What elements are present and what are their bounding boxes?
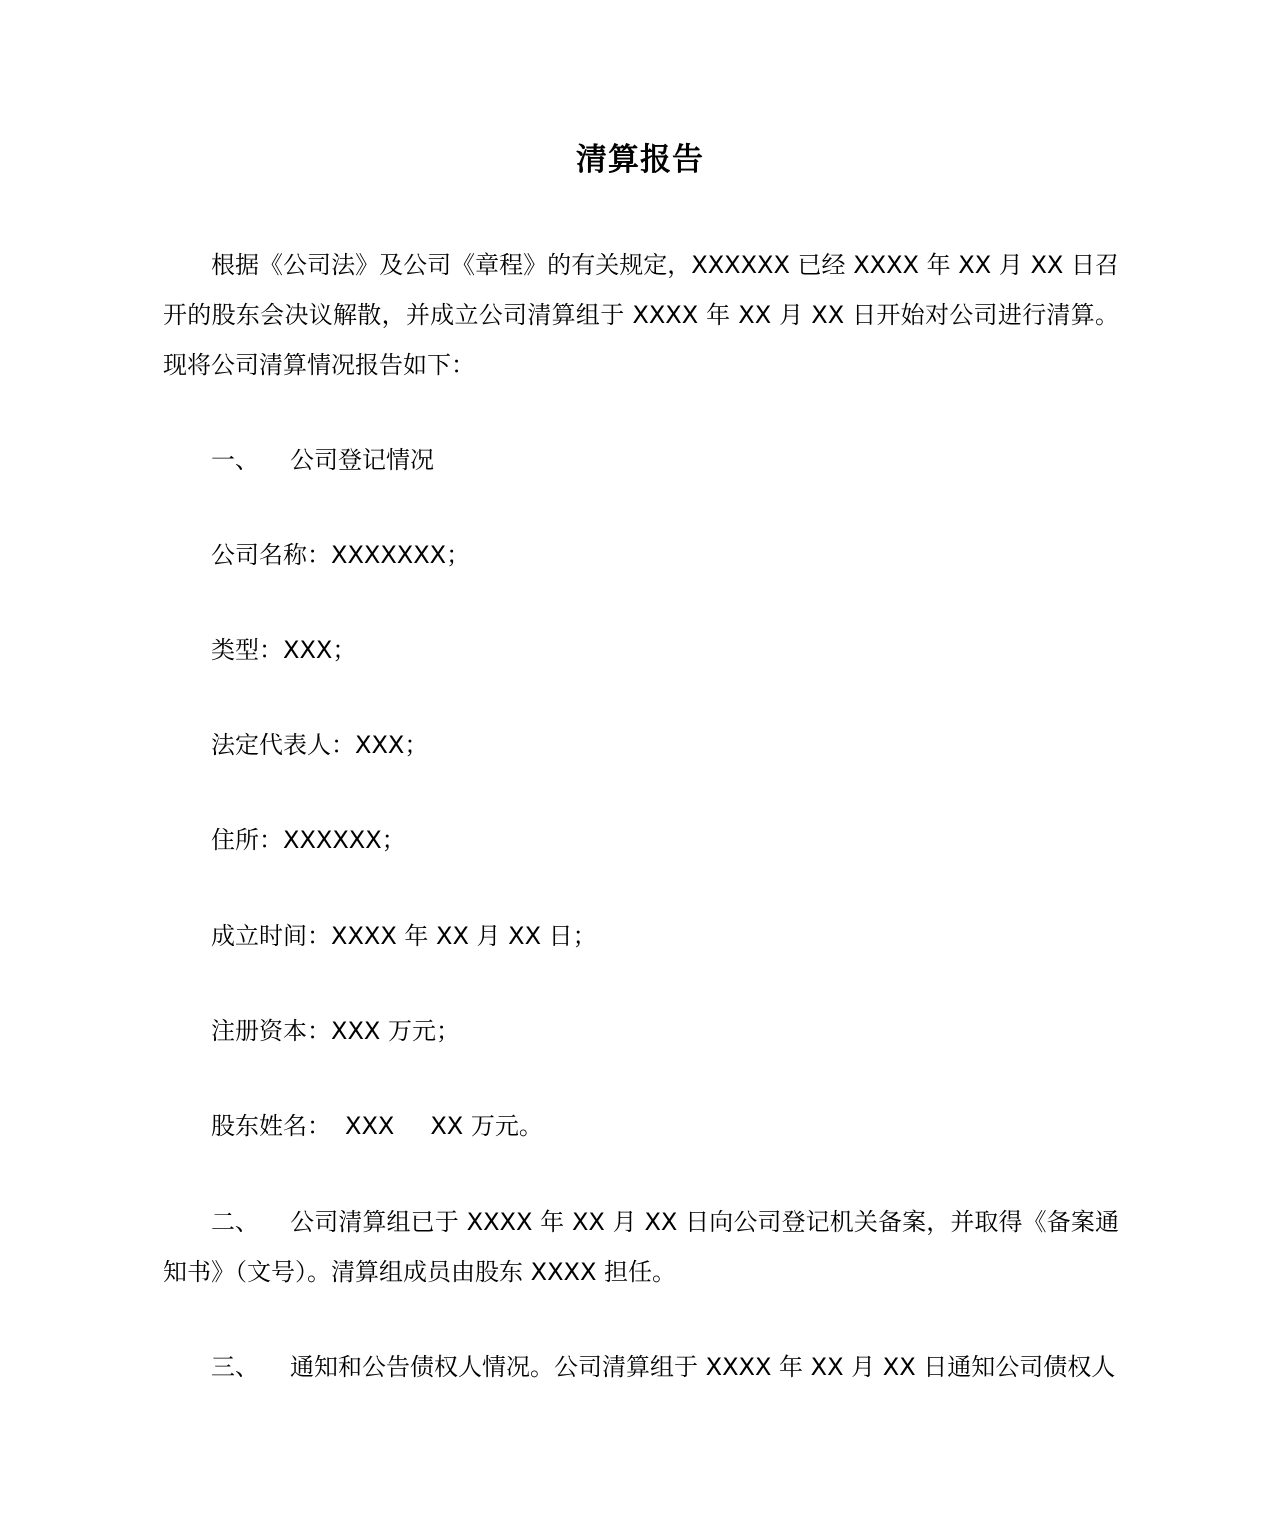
section-3-text: 通知和公告债权人情况。公司清算组于 XXXX 年 XX 月 XX 日通知公司债权人 [290, 1353, 1116, 1381]
field-established: 成立时间：XXXX 年 XX 月 XX 日； [211, 922, 597, 950]
shareholder-name: XXX [345, 1112, 395, 1140]
section-1-heading [211, 440, 434, 480]
field-address: 住所：XXXXXX； [211, 826, 406, 854]
intro-paragraph: 根据《公司法》及公司《章程》的有关规定，XXXXXX 已经 XXXX 年 XX 月 XX 日召开的股东会决议解散，并成立公司清算组于 XXXX 年 XX 月 XX 日开始对公司进行清算。现将公司清算情况报告如下： [163, 251, 1119, 379]
section-1-number: 一、 [211, 446, 259, 474]
field-shareholder [211, 1106, 543, 1146]
field-legal-rep: 法定代表人：XXX； [211, 731, 429, 759]
section-2-text: 公司清算组已于 XXXX 年 XX 月 XX 日向公司登记机关备案，并取得《备案通知书》（文号）。清算组成员由股东 XXXX 担任。 [163, 1208, 1119, 1286]
shareholder-label: 股东姓名： [211, 1112, 331, 1140]
section-2-paragraph [163, 1197, 1119, 1297]
document-title: 清算报告 [576, 142, 704, 178]
field-capital: 注册资本：XXX 万元； [211, 1017, 460, 1045]
shareholder-amount: XX 万元。 [430, 1112, 543, 1140]
section-3-paragraph [163, 1342, 1119, 1392]
field-type: 类型：XXX； [211, 636, 357, 664]
section-3-number: 三、 [211, 1353, 259, 1381]
field-company-name: 公司名称：XXXXXXX； [211, 541, 471, 569]
section-2-number: 二、 [211, 1208, 259, 1236]
section-1-title: 公司登记情况 [290, 446, 434, 474]
